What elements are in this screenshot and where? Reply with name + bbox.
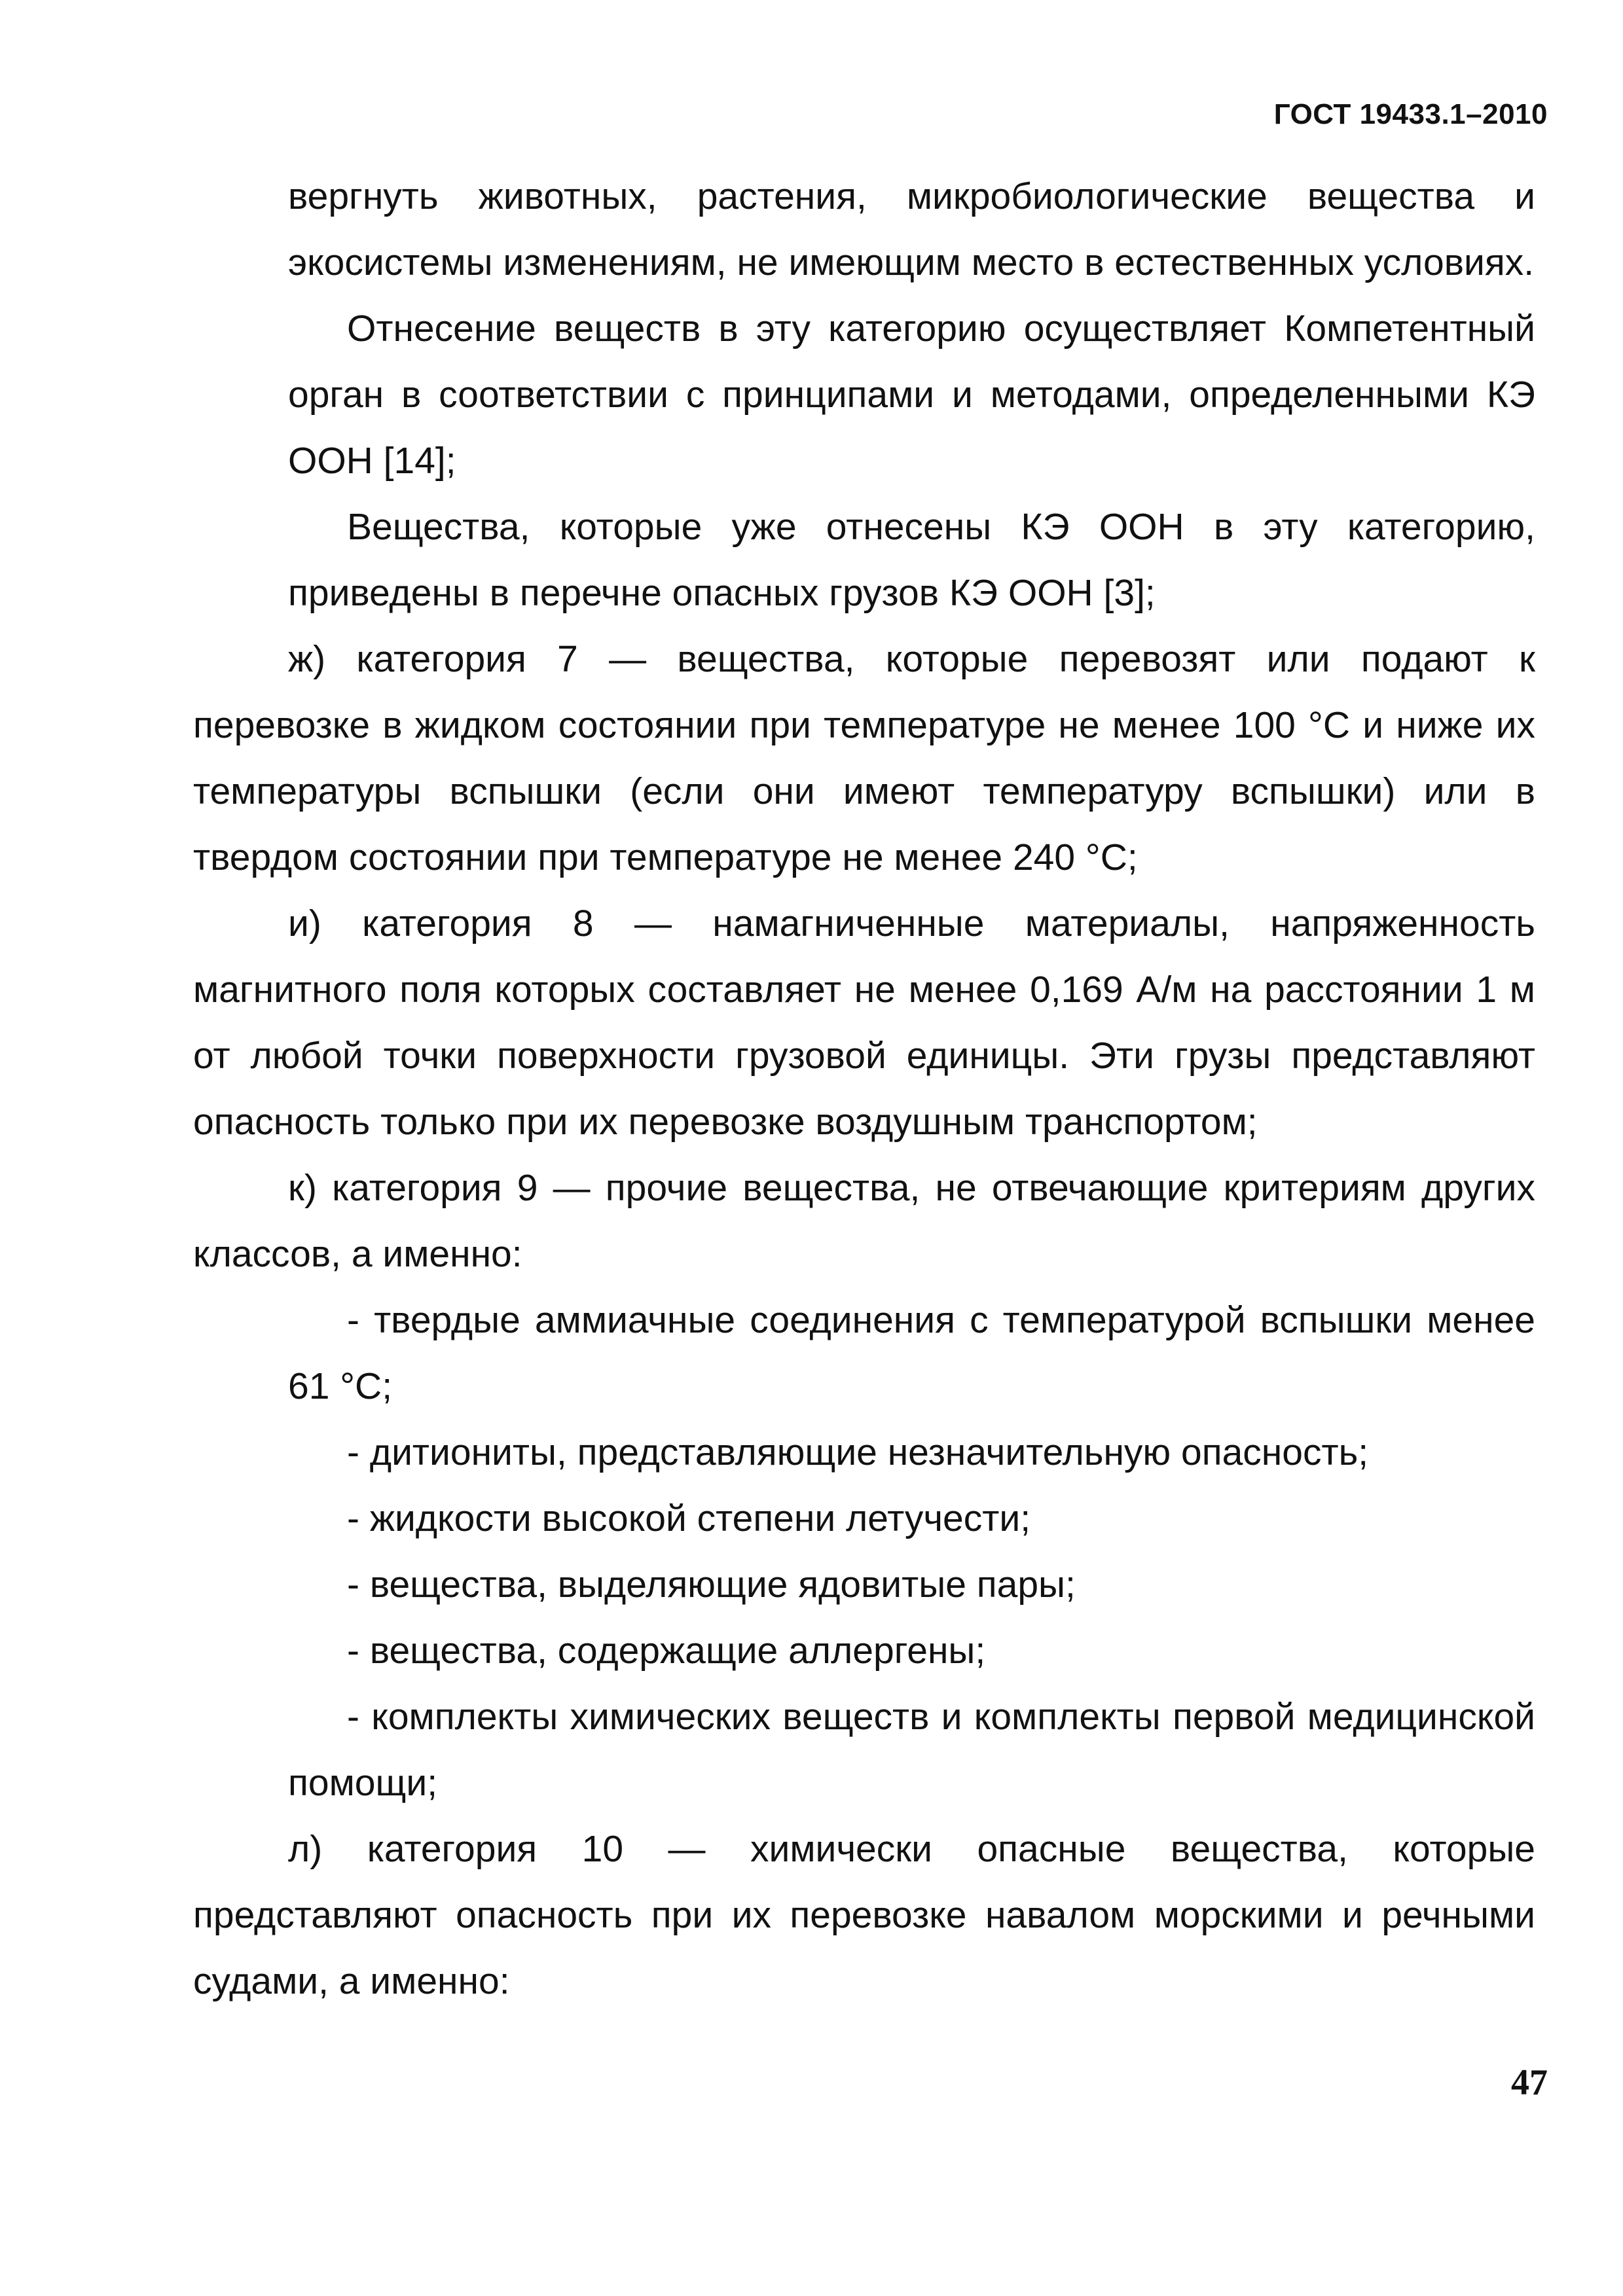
list-item-category-7: ж) категория 7 — вещества, которые перевозят или подают к перевозке в жидком состоянии при температуре не менее 100 °С и ниже их температуры вспышки (если они имеют температуру вспышки) или в твердом состоянии при температуре не менее 240 °С; — [193, 638, 1535, 878]
bullet-item: - комплекты химических веществ и комплекты первой медицинской помощи; — [288, 1696, 1535, 1804]
paragraph: Отнесение веществ в эту категорию осуществляет Компетентный орган в соответствии с принципами и методами, определенными КЭ ООН [14]; — [288, 308, 1535, 482]
document-header: ГОСТ 19433.1–2010 — [1273, 98, 1548, 130]
paragraph: Вещества, которые уже отнесены КЭ ООН в эту категорию, приведены в перечне опасных грузов КЭ ООН [3]; — [288, 506, 1535, 614]
list-item-category-9: к) категория 9 — прочие вещества, не отвечающие критериям других классов, а именно: — [193, 1167, 1535, 1275]
paragraph-continuation: вергнуть животных, растения, микробиологические вещества и экосистемы изменениям, не имеющим место в естественных условиях. — [288, 175, 1535, 283]
bullet-item: - вещества, выделяющие ядовитые пары; — [347, 1564, 1076, 1605]
list-item-category-10: л) категория 10 — химически опасные вещества, которые представляют опасность при их перевозке навалом морскими и речными судами, а именно: — [193, 1828, 1535, 2002]
bullet-item: - твердые аммиачные соединения с температурой вспышки менее 61 °С; — [288, 1299, 1535, 1407]
bullet-item: - жидкости высокой степени летучести; — [347, 1498, 1031, 1539]
bullet-item: - вещества, содержащие аллергены; — [347, 1630, 986, 1672]
bullet-item: - дитиониты, представляющие незначительную опасность; — [347, 1431, 1369, 1473]
body-text — [193, 164, 1535, 2015]
page-number: 47 — [1511, 2062, 1548, 2103]
list-item-category-8: и) категория 8 — намагниченные материалы, напряженность магнитного поля которых составляет не менее 0,169 А/м на расстоянии 1 м от любой точки поверхности грузовой единицы. Эти грузы представляют опасность только при их перевозке воздушным транспортом; — [193, 903, 1535, 1143]
